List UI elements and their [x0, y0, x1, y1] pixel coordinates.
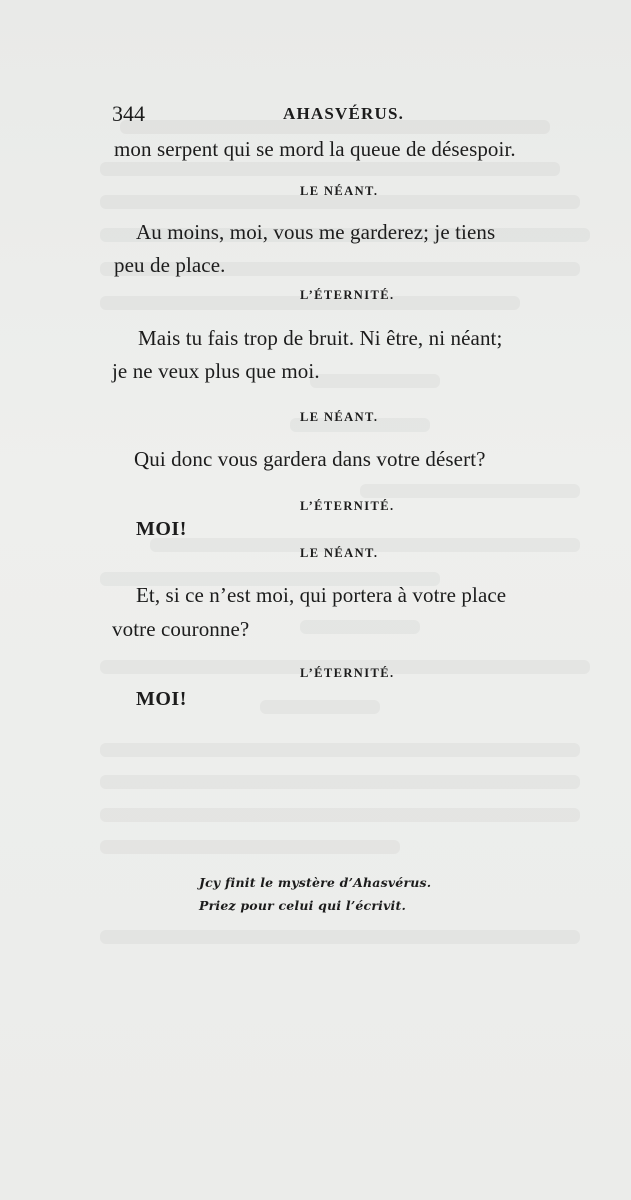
- speaker-label: L’ÉTERNITÉ.: [300, 288, 395, 302]
- running-title: AHASVÉRUS.: [283, 104, 405, 123]
- speaker-label: L’ÉTERNITÉ.: [300, 499, 395, 513]
- text-line-4: Mais tu fais trop de bruit. Ni être, ni néant;: [138, 326, 503, 350]
- text-line-3: peu de place.: [114, 253, 226, 277]
- colophon-line-2: Priez pour celui qui l’écrivit.: [199, 898, 407, 913]
- speaker-label: LE NÉANT.: [300, 184, 379, 198]
- colophon-line-1: Jcy finit le mystère d’Ahasvérus.: [199, 875, 432, 890]
- text-line-6: Qui donc vous gardera dans votre désert?: [134, 447, 486, 471]
- text-line-1: mon serpent qui se mord la queue de désespoir.: [114, 137, 516, 161]
- text-line-2: Au moins, moi, vous me garderez; je tiens: [136, 220, 496, 244]
- speaker-label: L’ÉTERNITÉ.: [300, 666, 395, 680]
- text-line-5: je ne veux plus que moi.: [112, 359, 320, 383]
- text-line-10: MOI!: [136, 688, 187, 710]
- speaker-label: LE NÉANT.: [300, 546, 379, 560]
- page-number: 344: [112, 101, 145, 126]
- text-line-9: votre couronne?: [112, 617, 250, 641]
- text-line-7: MOI!: [136, 518, 187, 540]
- text-line-8: Et, si ce n’est moi, qui portera à votre place: [136, 583, 507, 607]
- speaker-label: LE NÉANT.: [300, 410, 379, 424]
